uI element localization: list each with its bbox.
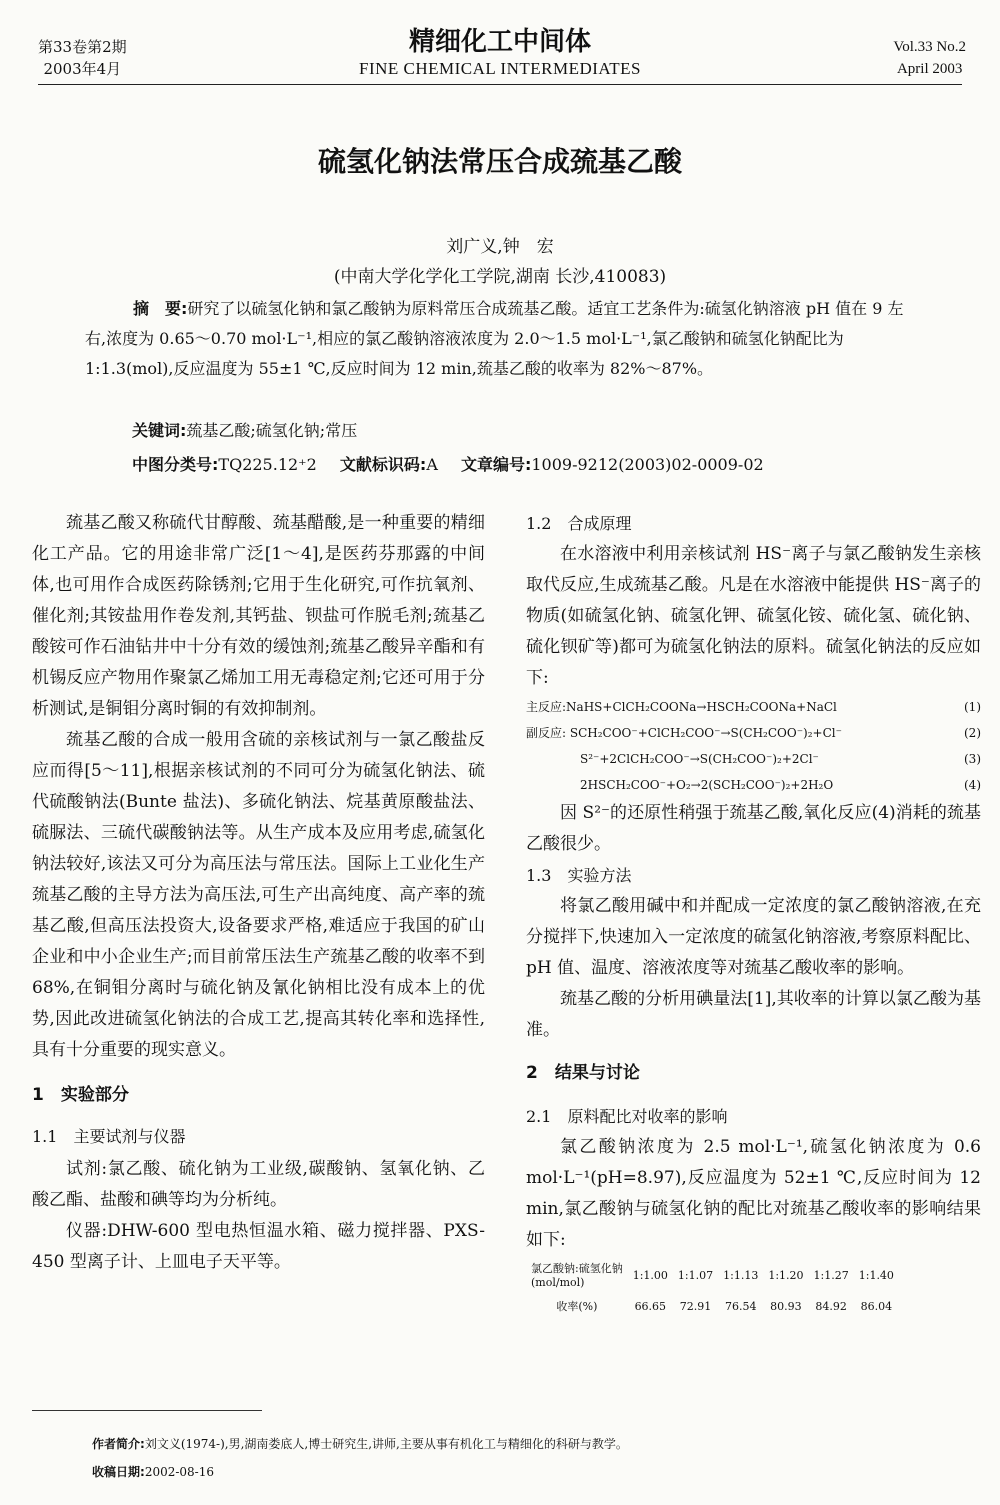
yield-header: 收率(%)	[556, 1300, 598, 1313]
equation-3-text: S²⁻+2ClCH₂COO⁻→S(CH₂COO⁻)₂+2Cl⁻	[580, 752, 819, 766]
yield-cell: 80.93	[770, 1300, 802, 1313]
ratio-paragraph: 氯乙酸钠浓度为 2.5 mol·L⁻¹,硫氢化钠浓度为 0.6 mol·L⁻¹(pH=8.97),反应温度为 52±1 ℃,反应时间为 12 min,氯乙酸钠与硫氢化钠的配比对巯基乙酸收率的影响结果如下:	[526, 1137, 981, 1250]
paper-title: 硫氢化钠法常压合成巯基乙酸	[317, 145, 682, 178]
section-1-1-heading: 1.1 主要试剂与仪器	[32, 1127, 186, 1146]
clc-label: 中图分类号:	[132, 455, 219, 474]
issue-date: 2003年4月	[43, 60, 122, 78]
equation-1-text: 主反应:NaHS+ClCH₂COONa→HSCH₂COONa+NaCl	[526, 700, 837, 714]
footnote-rule	[32, 1410, 262, 1411]
equation-2-text: 副反应: SCH₂COO⁻+ClCH₂COO⁻→S(CH₂COO⁻)₂+Cl⁻	[526, 726, 842, 740]
keywords-text: 巯基乙酸;硫氢化钠;常压	[186, 421, 358, 440]
received-date	[92, 1462, 214, 1482]
abstract-text: 研究了以硫氢化钠和氯乙酸钠为原料常压合成巯基乙酸。适宜工艺条件为:硫氢化钠溶液 pH 值在 9 左右,浓度为 0.65～0.70 mol·L⁻¹,相应的氯乙酸钠溶液浓度为 2.0～1.5 mol·L⁻¹,氯乙酸钠和硫氢化钠配比为 1:1.3(mol),反应温度为 55±1 ℃,反应时间为 12 min,巯基乙酸的收率为 82%～87%。	[85, 299, 904, 378]
yield-cell: 72.91	[679, 1300, 712, 1313]
table-row	[526, 1260, 899, 1291]
keywords	[132, 416, 357, 446]
intro-paragraph-2: 巯基乙酸的合成一般用含硫的亲核试剂与一氯乙酸盐反应而得[5～11],根据亲核试剂的不同可分为硫氢化钠法、硫代硫酸钠法(Bunte 盐法)、多硫化钠法、烷基黄原酸盐法、硫脲法、三硫代碳酸钠法等。从生产成本及应用考虑,硫氢化钠法较好,该法又可分为高压法与常压法。国际上工业化生产巯基乙酸的主导方法为高压法,可生产出高纯度、高产率的巯基乙酸,但高压法投资大,设备要求严格,难适应于我国的矿山企业和中小企业生产;而目前常压法生产巯基乙酸的收率不到 68%,在铜钼分离时与硫化钠及氰化钠相比没有成本上的优势,因此改进硫氢化钠法的合成工艺,提高其转化率和选择性,具有十分重要的现实意义。	[32, 730, 485, 1060]
left-column	[32, 508, 485, 1278]
received-date-label: 收稿日期:	[92, 1465, 145, 1479]
ratio-cell: 1:1.00	[632, 1269, 668, 1282]
ratio-cell: 1:1.13	[723, 1269, 759, 1282]
abstract	[85, 294, 920, 384]
ratio-header-cell	[526, 1260, 628, 1291]
author-bio	[92, 1434, 628, 1454]
right-column	[526, 508, 981, 1322]
journal-title-en: FINE CHEMICAL INTERMEDIATES	[358, 59, 642, 78]
article-id-label: 文章编号:	[460, 455, 532, 474]
equation-2-number: (2)	[964, 726, 981, 740]
section-1-3-heading: 1.3 实验方法	[526, 866, 632, 885]
author-bio-label: 作者简介:	[92, 1437, 145, 1451]
ratio-unit: (mol/mol)	[531, 1275, 585, 1289]
oxidation-paragraph: 因 S²⁻的还原性稍强于巯基乙酸,氧化反应(4)消耗的巯基乙酸很少。	[526, 803, 981, 854]
abstract-label: 摘 要:	[133, 299, 188, 318]
issue-date-en: April 2003	[896, 61, 963, 77]
yield-cell: 84.92	[815, 1300, 847, 1313]
affiliation: (中南大学化学化工学院,湖南 长沙,410083)	[333, 267, 667, 287]
yield-cell: 66.65	[634, 1300, 667, 1313]
volume-issue-en: Vol.33 No.2	[893, 39, 966, 55]
ratio-cell: 1:1.07	[677, 1269, 714, 1282]
equation-1	[526, 694, 981, 720]
ratio-cell: 1:1.20	[768, 1269, 804, 1282]
section-2-heading: 2 结果与讨论	[526, 1063, 640, 1083]
article-id-value: 1009-9212(2003)02-0009-02	[531, 455, 764, 474]
equation-4	[526, 772, 981, 798]
journal-title-cn: 精细化工中间体	[408, 27, 591, 57]
volume-issue: 第33卷第2期	[38, 38, 127, 56]
journal-title	[0, 26, 1000, 80]
equation-4-text: 2HSCH₂COO⁻+O₂→2(SCH₂COO⁻)₂+2H₂O	[580, 778, 834, 792]
clc-value: TQ225.12⁺2	[218, 455, 317, 474]
issue-info-en	[893, 36, 966, 80]
equation-4-number: (4)	[964, 778, 981, 792]
classification	[132, 450, 764, 480]
ratio-cell: 1:1.27	[813, 1269, 849, 1282]
doc-code-value: A	[426, 455, 438, 474]
equation-1-number: (1)	[964, 700, 981, 714]
equation-3-number: (3)	[964, 752, 981, 766]
section-1-2-heading: 1.2 合成原理	[526, 514, 632, 533]
section-1-heading: 1 实验部分	[32, 1085, 129, 1105]
table-row	[526, 1291, 899, 1322]
received-date-text: 2002-08-16	[144, 1465, 214, 1479]
header-rule	[38, 84, 962, 85]
keywords-label: 关键词:	[132, 421, 187, 440]
author-bio-text: 刘文义(1974-),男,湖南娄底人,博士研究生,讲师,主要从事有机化工与精细化的科研与教学。	[144, 1437, 628, 1451]
doc-code-label: 文献标识码:	[339, 455, 427, 474]
principle-paragraph: 在水溶液中利用亲核试剂 HS⁻离子与氯乙酸钠发生亲核取代反应,生成巯基乙酸。凡是在水溶液中能提供 HS⁻离子的物质(如硫氢化钠、硫氢化钾、硫氢化铵、硫化氢、硫化钠、硫化钡矿等)都可为硫氢化钠法的原料。硫氢化钠法的反应如下:	[526, 544, 981, 688]
ratio-header: 氯乙酸钠:硫氢化钠	[531, 1261, 623, 1275]
method-paragraph: 将氯乙酸用碱中和并配成一定浓度的氯乙酸钠溶液,在充分搅拌下,快速加入一定浓度的硫氢化钠溶液,考察原料配比、pH 值、温度、溶液浓度等对巯基乙酸收率的影响。	[526, 896, 981, 978]
equation-2	[526, 720, 981, 746]
intro-paragraph-1: 巯基乙酸又称硫代甘醇酸、巯基醋酸,是一种重要的精细化工产品。它的用途非常广泛[1～4],是医药芬那露的中间体,也可用作合成医药除锈剂;它用于生化研究,可作抗氧剂、催化剂;其铵盐用作卷发剂,其钙盐、钡盐可作脱毛剂;巯基乙酸铵可作石油钻井中十分有效的缓蚀剂;巯基乙酸异辛酯和有机锡反应产物用作聚氯乙烯加工用无毒稳定剂;它还可用于分析测试,是铜钼分离时铜的有效抑制剂。	[32, 513, 485, 719]
yield-cell: 86.04	[860, 1300, 893, 1313]
ratio-cell: 1:1.40	[858, 1269, 894, 1282]
equation-3	[526, 746, 981, 772]
authors: 刘广义,钟 宏	[446, 237, 554, 257]
section-2-1-heading: 2.1 原料配比对收率的影响	[526, 1107, 728, 1126]
reagents-paragraph: 试剂:氯乙酸、硫化钠为工业级,碳酸钠、氢氧化钠、乙酸乙酯、盐酸和碘等均为分析纯。	[32, 1159, 485, 1210]
ratio-yield-table	[526, 1260, 899, 1322]
analysis-paragraph: 巯基乙酸的分析用碘量法[1],其收率的计算以氯乙酸为基准。	[526, 989, 981, 1040]
instruments-paragraph: 仪器:DHW-600 型电热恒温水箱、磁力搅拌器、PXS-450 型离子计、上皿电子天平等。	[32, 1221, 485, 1272]
yield-cell: 76.54	[724, 1300, 757, 1313]
